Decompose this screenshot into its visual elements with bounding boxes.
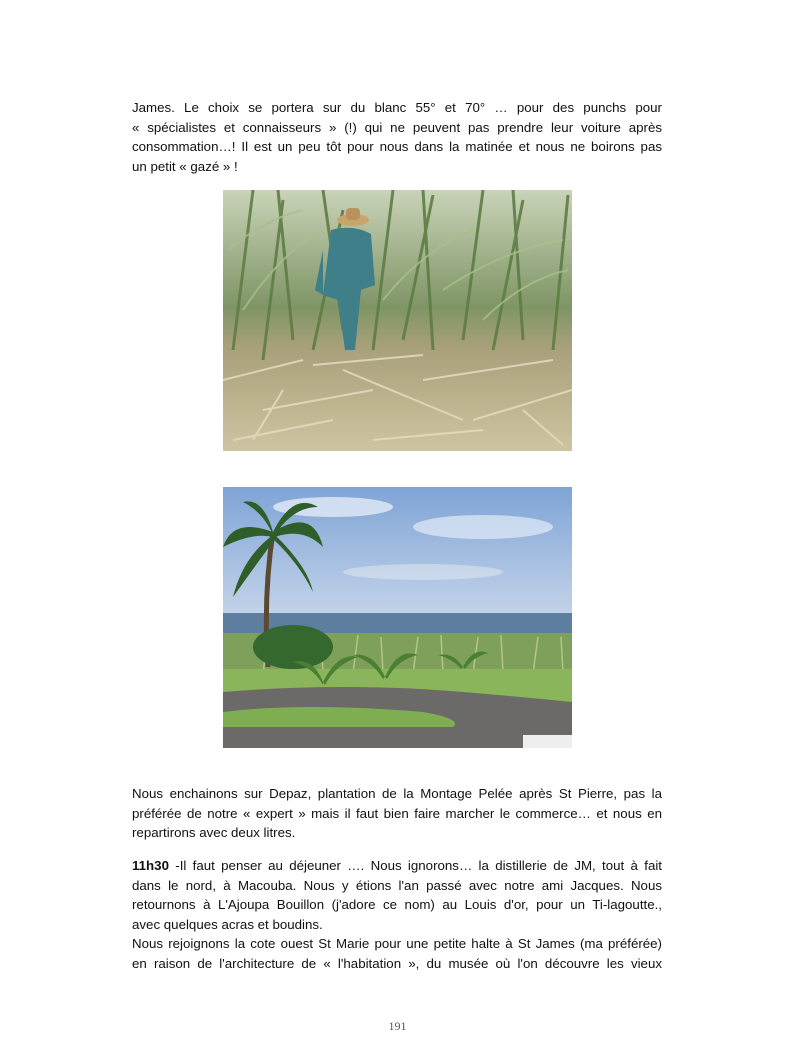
text-line: Nous enchainons sur Depaz, plantation de la Montage Pelée après St Pierre, pas la (132, 786, 662, 801)
text-line: repartirons avec deux litres. (132, 825, 296, 840)
text-line: avec quelques acras et boudins. (132, 916, 323, 932)
text-line: Nous rejoignons la cote ouest St Marie pour une petite halte à St James (ma préférée) (132, 936, 662, 951)
text-line: en raison de l'architecture de « l'habitation », du musée où l'on découvre les vieux (132, 955, 662, 971)
text-line: James. Le choix se portera sur du blanc 55° et 70° … pour des punchs pour (132, 100, 662, 115)
palm-trees-sea-view-photo (223, 487, 572, 748)
paragraph-2 (132, 784, 662, 843)
cane-field-worker-photo (223, 190, 572, 451)
text-line: préférée de notre « expert » mais il faut bien faire marcher le commerce… et nous en (132, 805, 662, 821)
page-number: 191 (388, 1019, 407, 1033)
text-line (132, 856, 662, 876)
text-line: dans le nord, à Macouba. Nous y étions l'an passé avec notre ami Jacques. Nous (132, 877, 662, 893)
text-fragment: -Il faut penser au déjeuner …. Nous ignorons… la distillerie de JM, tout à fait (168, 858, 662, 873)
paragraph-4 (132, 934, 662, 973)
time-label: 11h30 (132, 858, 169, 873)
text-line: retournons à L'Ajoupa Bouillon (j'adore ce nom) au Louis d'or, pour un Ti-lagoutte., (132, 897, 662, 912)
text-line: consommation…! Il est un peu tôt pour nous dans la matinée et nous ne boirons pas (132, 139, 662, 154)
paragraph-3 (132, 856, 662, 934)
text-line: un petit « gazé » ! (132, 158, 238, 174)
paragraph-1 (132, 98, 662, 176)
text-line: « spécialistes et connaisseurs » (!) qui ne peuvent pas prendre leur voiture après (132, 119, 662, 135)
